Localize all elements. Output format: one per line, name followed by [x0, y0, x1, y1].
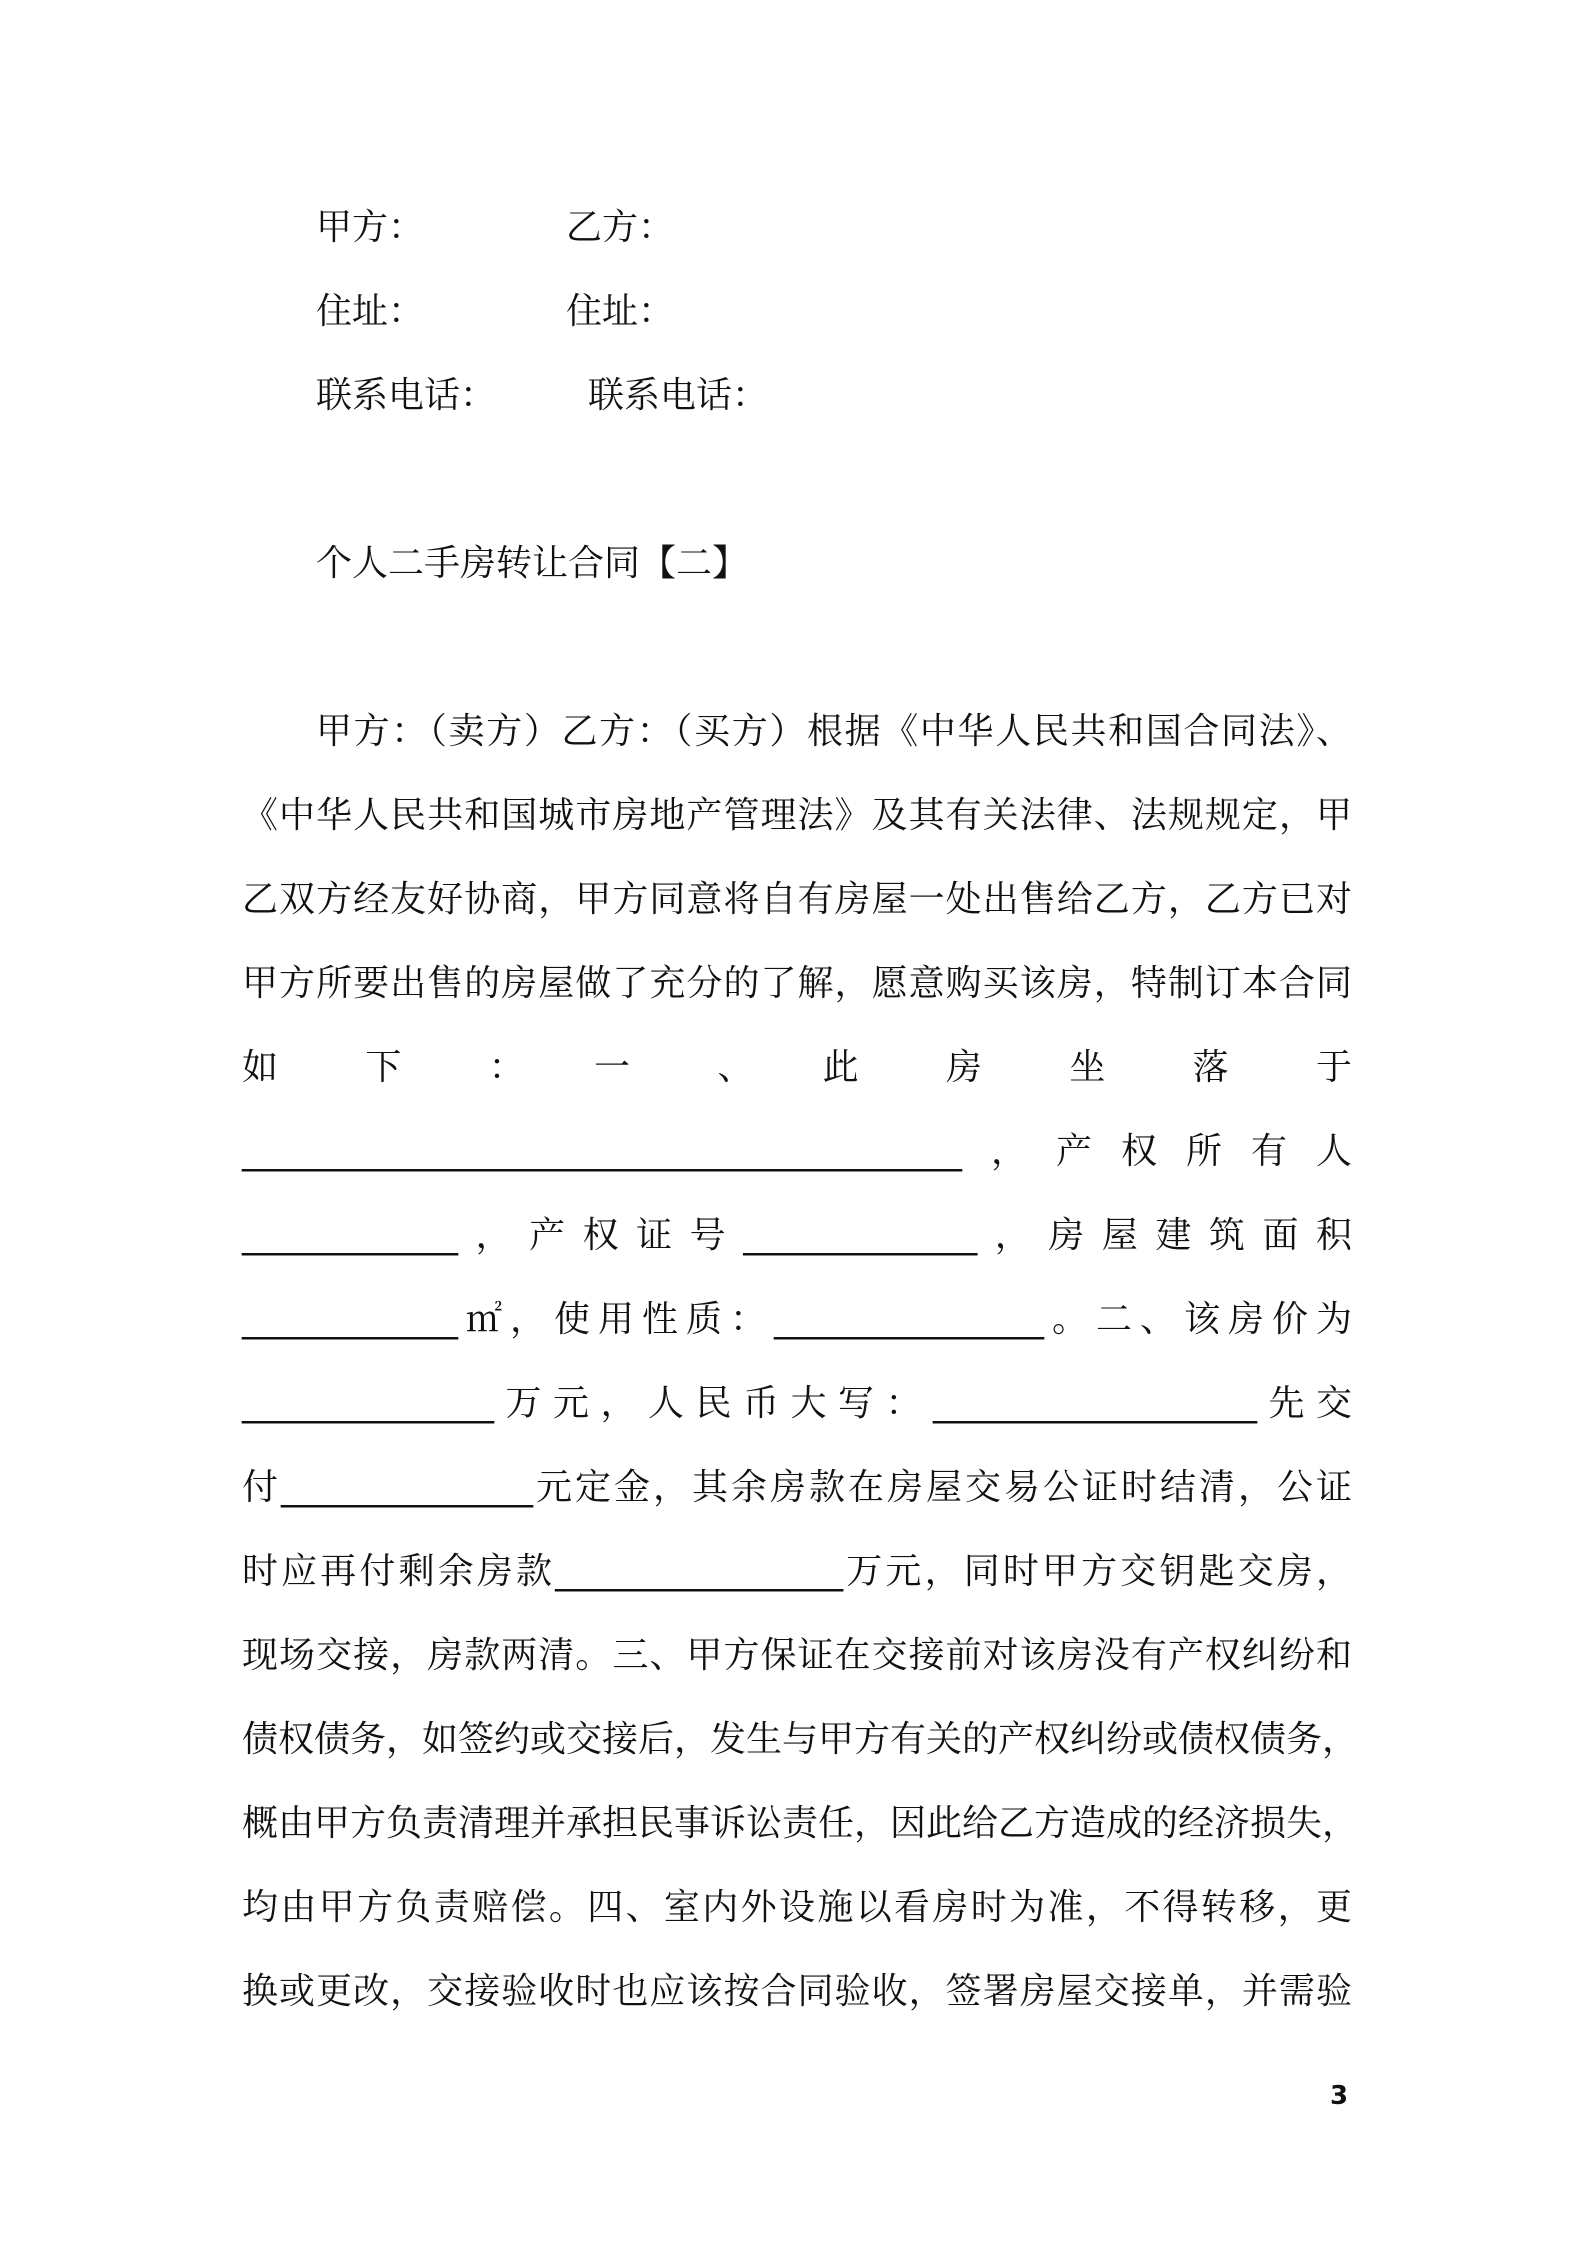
body-line: 时应再付剩余房款________________万元，同时甲方交钥匙交房，	[242, 1551, 1352, 1592]
body-line: 债权债务，如签约或交接后，发生与甲方有关的产权纠纷或债权债务，	[242, 1719, 1359, 1760]
body-line: 换或更改，交接验收时也应该按合同验收，签署房屋交接单，并需验	[242, 1971, 1352, 2012]
body-line: 《中华人民共和国城市房地产管理法》及其有关法律、法规规定，甲	[242, 795, 1352, 836]
body-line: 甲方所要出售的房屋做了充分的了解，愿意购买该房，特制订本合同	[242, 963, 1352, 1004]
body-line: ____________，产权证号_____________，房屋建筑面积	[242, 1215, 1352, 1256]
body-line: 现场交接，房款两清。三、甲方保证在交接前对该房没有产权纠纷和	[242, 1635, 1352, 1676]
body-line: ______________万元，人民币大写：__________________先交	[242, 1383, 1352, 1424]
body-line: 均由甲方负责赔偿。四、室内外设施以看房时为准，不得转移，更	[242, 1887, 1352, 1928]
phone-a-label: 联系电话：	[316, 375, 497, 416]
body-line: 乙双方经友好协商，甲方同意将自有房屋一处出售给乙方，乙方已对	[242, 879, 1352, 920]
body-line: 如 下 ： 一 、 此 房 坐 落 于	[242, 1047, 1352, 1088]
body-line: ____________㎡，使用性质：_______________。二、该房价为	[242, 1299, 1352, 1340]
section-title: 个人二手房转让合同【二】	[316, 543, 749, 584]
body-line: 甲方：（卖方）乙方：（买方）根据《中华人民共和国合同法》、	[316, 711, 1352, 752]
phone-b-label: 联系电话：	[588, 375, 769, 416]
body-line: 付______________元定金，其余房款在房屋交易公证时结清，公证	[242, 1467, 1352, 1508]
page-number: 3	[1330, 2081, 1349, 2111]
address-b-label: 住址：	[566, 291, 675, 332]
body-line: ________________________________________，产权所有人	[242, 1131, 1352, 1172]
address-a-label: 住址：	[316, 291, 425, 332]
party-a-label: 甲方：	[316, 207, 425, 248]
body-line: 概由甲方负责清理并承担民事诉讼责任，因此给乙方造成的经济损失，	[242, 1803, 1359, 1844]
party-b-label: 乙方：	[566, 207, 675, 248]
